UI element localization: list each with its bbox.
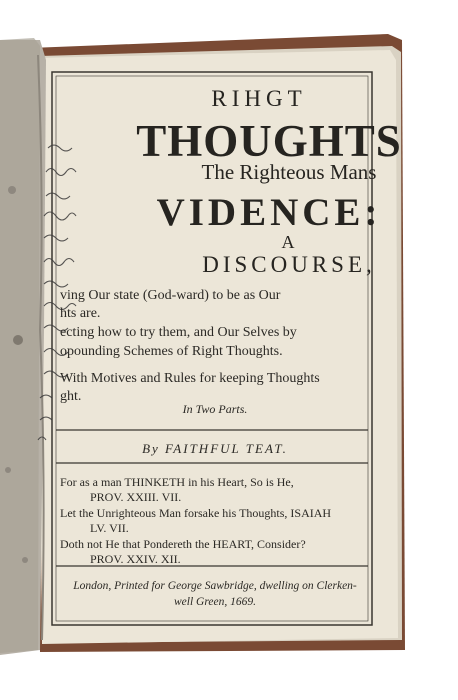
quote-line: For as a man THINKETH in his Heart, So is He,: [60, 475, 294, 489]
body-line: hts are.: [60, 306, 101, 321]
imprint: [60, 578, 370, 610]
title-a: A: [281, 232, 297, 252]
title-evidence: VIDENCE:: [156, 191, 382, 234]
title-main: THOUGHTS: [136, 116, 402, 166]
body-line: ving Our state (God-ward) to be as Our: [60, 288, 281, 303]
body-line: With Motives and Rules for keeping Thoughts: [60, 371, 320, 386]
body-line: ecting how to try them, and Our Selves by: [60, 325, 297, 340]
title-discourse: DISCOURSE,: [202, 252, 376, 277]
quote-reference: LV. VII.: [90, 521, 129, 535]
body-line: ght.: [60, 389, 82, 404]
quote-reference: PROV. XXIV. XII.: [90, 552, 181, 566]
imprint-line: London, Printed for George Sawbridge, dwelling on Clerken-: [73, 580, 357, 592]
title-subtitle: The Righteous Mans: [201, 160, 377, 184]
body-line: opounding Schemes of Right Thoughts.: [60, 344, 283, 359]
parts-note: In Two Parts.: [182, 402, 248, 416]
quote-line: Doth not He that Pondereth the HEART, Consider?: [60, 537, 306, 551]
quote-reference: PROV. XXIII. VII.: [90, 490, 182, 504]
imprint-line: well Green, 1669.: [174, 596, 256, 608]
title-heading: RIHGT: [211, 86, 307, 111]
quote-line: Let the Unrighteous Man forsake his Thoughts, ISAIAH: [60, 506, 332, 520]
author-line: By FAITHFUL TEAT.: [142, 441, 288, 456]
